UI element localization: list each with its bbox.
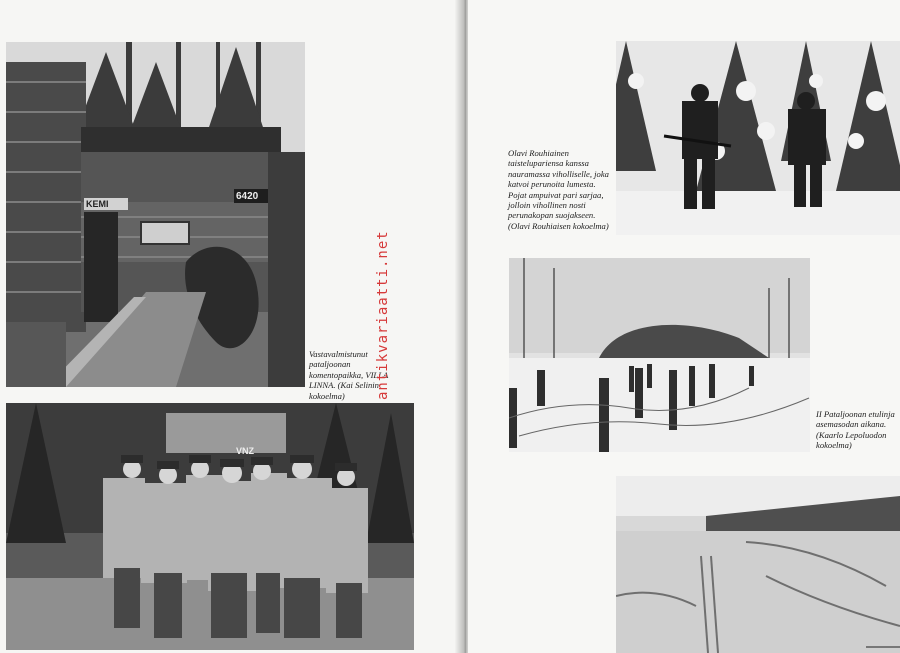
- group-sign-text: VNZ: [236, 446, 254, 456]
- photo-snow-soldiers: [616, 41, 900, 235]
- caption-headquarters: Vastavalmistunut pataljoonan komentopaikka, VILLA LINNA. (Kai Selinin kokoelma): [309, 349, 389, 401]
- photo-headquarters: [6, 42, 305, 387]
- number-sign-text: 6420: [236, 191, 259, 202]
- page-fragment-text: [866, 646, 900, 648]
- photo-barbed-wire: [509, 258, 810, 452]
- photo-officers: [6, 403, 414, 650]
- caption-rouhiainen: Olavi Rouhiainen taistelupariensa kanssa nauramassa viholliselle, joka katvoi perunoita lumesta. Pojat ampuivat pari sarjaa, jolloin vihollinen nosti perunakopan suojakseen. (Olavi Rouhiaisen kokoelma): [508, 148, 609, 231]
- watermark: antikvariaatti.net: [375, 230, 391, 400]
- right-page: [468, 0, 900, 653]
- caption-front: II Pataljoonan etulinja asemasodan aikana. (Kaarlo Lepoluodon kokoelma): [816, 409, 895, 451]
- photo-trench-field: [616, 476, 900, 653]
- door-sign-text: KEMI: [86, 199, 109, 209]
